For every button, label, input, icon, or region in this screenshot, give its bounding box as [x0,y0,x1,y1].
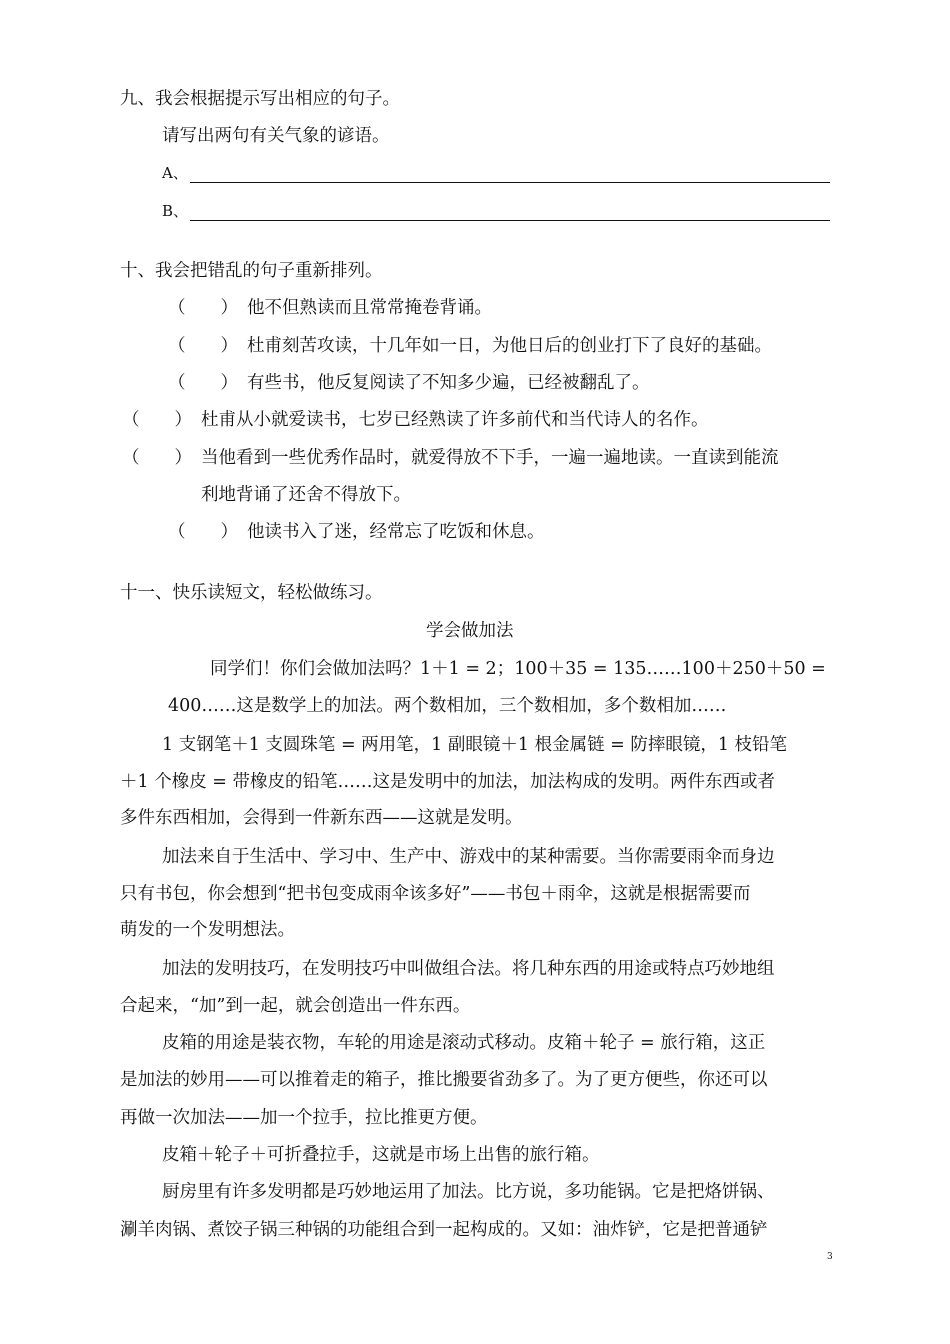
page-number: 3 [827,1252,833,1262]
order-paren[interactable]: （ ） [168,336,238,356]
sentence-text: 杜甫刻苦攻读，十几年如一日，为他日后的创业打下了良好的基础。 [247,336,772,356]
passage-line: 加法来自于生活中、学习中、生产中、游戏中的某种需要。当你需要雨伞而身边 [162,847,775,867]
passage-line: 合起来，“加”到一起，就会创造出一件东西。 [120,996,471,1016]
passage-line: 厨房里有许多发明都是巧妙地运用了加法。比方说，多功能锅。它是把烙饼锅、 [162,1182,775,1202]
order-paren[interactable]: （ ） [122,410,192,430]
order-paren[interactable]: （ ） [168,298,238,318]
blank-b-label: B、 [162,202,189,220]
passage-line: 再做一次加法——加一个拉手，拉比推更方便。 [120,1108,488,1128]
order-paren[interactable]: （ ） [168,522,238,542]
sentence-text: 当他看到一些优秀作品时，就爱得放不下手，一遍一遍地读。一直读到能流 [201,448,779,468]
passage-line: ＋1 个橡皮 = 带橡皮的铅笔……这是发明中的加法，加法构成的发明。两件东西或者 [120,772,775,792]
passage-line: 同学们！你们会做加法吗？1＋1 = 2；100＋35 = 135……100＋250＋50 = [210,659,826,679]
passage-line: 皮箱的用途是装衣物，车轮的用途是滚动式移动。皮箱＋轮子 = 旅行箱，这正 [162,1033,766,1053]
passage-line: 1 支钢笔＋1 支圆珠笔 = 两用笔，1 副眼镜＋1 根金属链 = 防摔眼镜，1 枝铅笔 [162,735,788,755]
passage-line: 加法的发明技巧，在发明技巧中叫做组合法。将几种东西的用途或特点巧妙地组 [162,959,775,979]
answer-blank-a[interactable] [190,166,830,183]
passage-line: 皮箱＋轮子＋可折叠拉手，这就是市场上出售的旅行箱。 [162,1145,600,1165]
passage-title: 学会做加法 [426,621,514,641]
answer-blank-b[interactable] [190,204,830,221]
section11-heading: 十一、快乐读短文，轻松做练习。 [120,583,383,603]
passage-line: 是加法的妙用——可以推着走的箱子，推比搬要省劲多了。为了更方便些，你还可以 [120,1070,768,1090]
section9-heading: 九、我会根据提示写出相应的句子。 [120,89,400,109]
sentence-text: 有些书，他反复阅读了不知多少遍，已经被翻乱了。 [247,373,650,393]
passage-line: 多件东西相加，会得到一件新东西——这就是发明。 [120,808,523,828]
passage-line: 只有书包，你会想到“把书包变成雨伞该多好”——书包＋雨伞，这就是根据需要而 [120,884,751,904]
section10-heading: 十、我会把错乱的句子重新排列。 [120,261,383,281]
sentence-text: 他不但熟读而且常常掩卷背诵。 [247,298,492,318]
passage-line: 400……这是数学上的加法。两个数相加，三个数相加，多个数相加…… [168,696,727,716]
blank-a-label: A、 [162,164,188,182]
section9-prompt: 请写出两句有关气象的谚语。 [162,126,390,146]
order-paren[interactable]: （ ） [168,373,238,393]
sentence-text: 杜甫从小就爱读书，七岁已经熟读了许多前代和当代诗人的名作。 [201,410,709,430]
passage-line: 涮羊肉锅、煮饺子锅三种锅的功能组合到一起构成的。又如：油炸铲，它是把普通铲 [120,1220,768,1240]
sentence-text-continued: 利地背诵了还舍不得放下。 [201,485,411,505]
sentence-text: 他读书入了迷，经常忘了吃饭和休息。 [247,522,545,542]
order-paren[interactable]: （ ） [122,448,192,468]
passage-line: 萌发的一个发明想法。 [120,920,295,940]
